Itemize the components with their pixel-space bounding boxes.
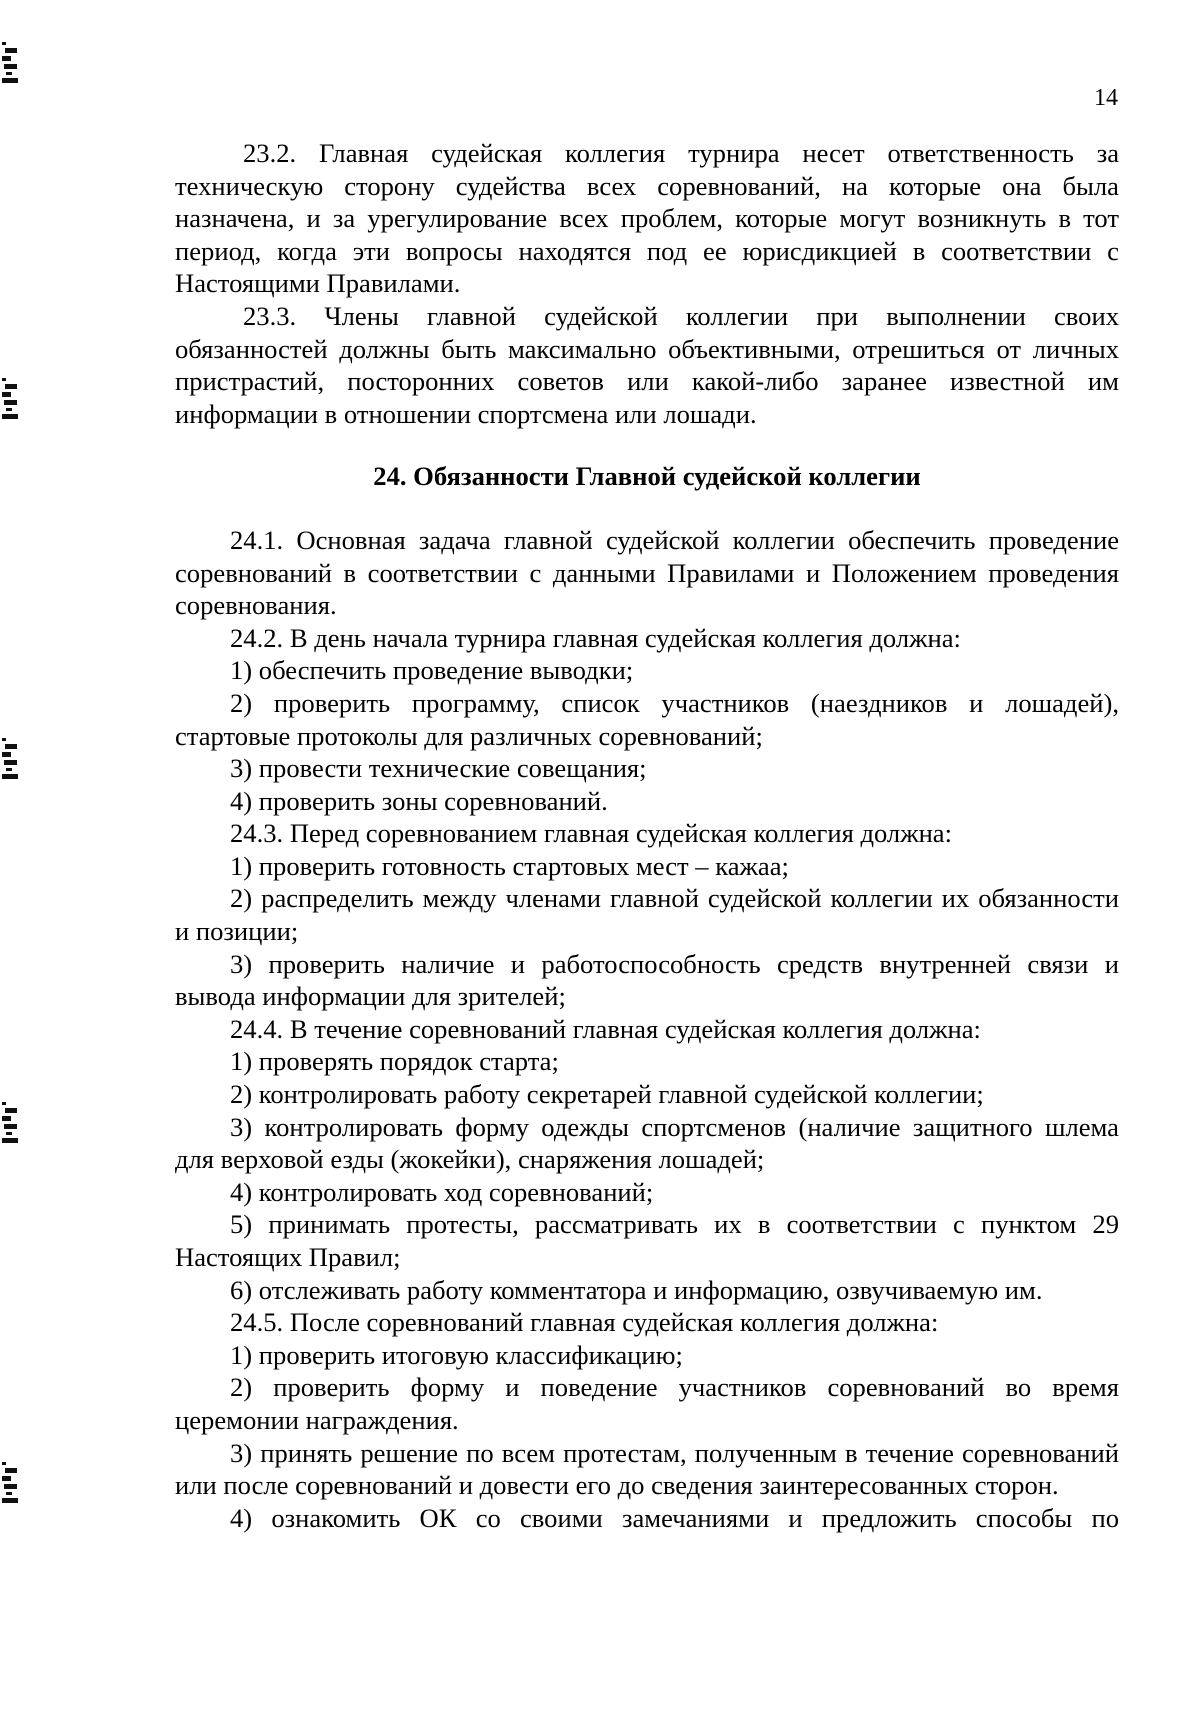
scan-artifact xyxy=(2,42,18,86)
page-number: 14 xyxy=(1094,85,1118,111)
paragraph-23-3: 23.3. Члены главной судейской коллегии при выполнении своих обязанностей должны быть максимально объективными, отрешиться от личных пристрастий, посторонних советов или какой-либо заранее известной им информации в отношении спортсмена или лошади. xyxy=(175,300,1119,429)
list-item: 5) принимать протесты, рассматривать их в соответствии с пунктом 29 Настоящих Правил; xyxy=(175,1209,1119,1272)
list-item: 2) распределить между членами главной судейской коллегии их обязанности и позиции; xyxy=(175,883,1119,947)
paragraph-24-1: 24.1. Основная задача главной судейской коллегии обеспечить проведение соревнований в соответствии с данными Правилами и Положением проведения соревнования. xyxy=(175,524,1119,621)
document-body xyxy=(175,137,1119,1534)
list-item: 4) контролировать ход соревнований; xyxy=(230,1176,654,1207)
list-item: 2) проверить форму и поведение участников соревнований во время церемонии награждения. xyxy=(175,1372,1119,1435)
list-item: 3) провести технические совещания; xyxy=(230,753,647,784)
list-item: 3) контролировать форму одежды спортсменов (наличие защитного шлема для верховой езды (жокейки), снаряжения лошадей; xyxy=(175,1111,1119,1175)
list-item: 6) отслеживать работу комментатора и информацию, озвучиваемую им. xyxy=(230,1274,1043,1305)
list-item: 1) проверить готовность стартовых мест – кажаа; xyxy=(230,850,789,881)
list-item: 3) принять решение по всем протестам, полученным в течение соревнований или после соревнований и довести его до сведения заинтересованных сторон. xyxy=(175,1437,1119,1501)
paragraph-24-5: 24.5. После соревнований главная судейская коллегия должна: xyxy=(230,1307,939,1338)
list-item: 3) проверить наличие и работоспособность средств внутренней связи и вывода информации для зрителей; xyxy=(175,948,1119,1012)
scan-artifact xyxy=(2,738,18,782)
scan-artifact xyxy=(2,1102,18,1146)
list-item: 1) обеспечить проведение выводки; xyxy=(230,655,634,686)
list-item: 2) проверить программу, список участников (наездников и лошадей), стартовые протоколы для различных соревнований; xyxy=(175,687,1119,751)
paragraph-24-2: 24.2. В день начала турнира главная судейская коллегия должна: xyxy=(230,622,961,653)
list-item: 4) проверить зоны соревнований. xyxy=(230,785,608,816)
paragraph-24-3: 24.3. Перед соревнованием главная судейская коллегия должна: xyxy=(230,818,952,849)
scan-artifact xyxy=(2,378,18,422)
scan-artifact xyxy=(2,1462,18,1506)
section-heading-24: 24. Обязанности Главной судейской коллегии xyxy=(373,461,921,492)
paragraph-23-2: 23.2. Главная судейская коллегия турнира несет ответственность за техническую сторону судейства всех соревнований, на которые она была назначена, и за урегулирование всех проблем, которые могут возникнуть в тот период, когда эти вопросы находятся под ее юрисдикцией в соответствии с Настоящими Правилами. xyxy=(175,138,1119,299)
paragraph-24-4: 24.4. В течение соревнований главная судейская коллегия должна: xyxy=(230,1013,981,1044)
list-item: 1) проверять порядок старта; xyxy=(230,1046,559,1077)
list-item: 4) ознакомить ОК со своими замечаниями и предложить способы по xyxy=(230,1502,1119,1533)
list-item: 1) проверить итоговую классификацию; xyxy=(230,1339,683,1370)
list-item: 2) контролировать работу секретарей главной судейской коллегии; xyxy=(230,1079,984,1110)
